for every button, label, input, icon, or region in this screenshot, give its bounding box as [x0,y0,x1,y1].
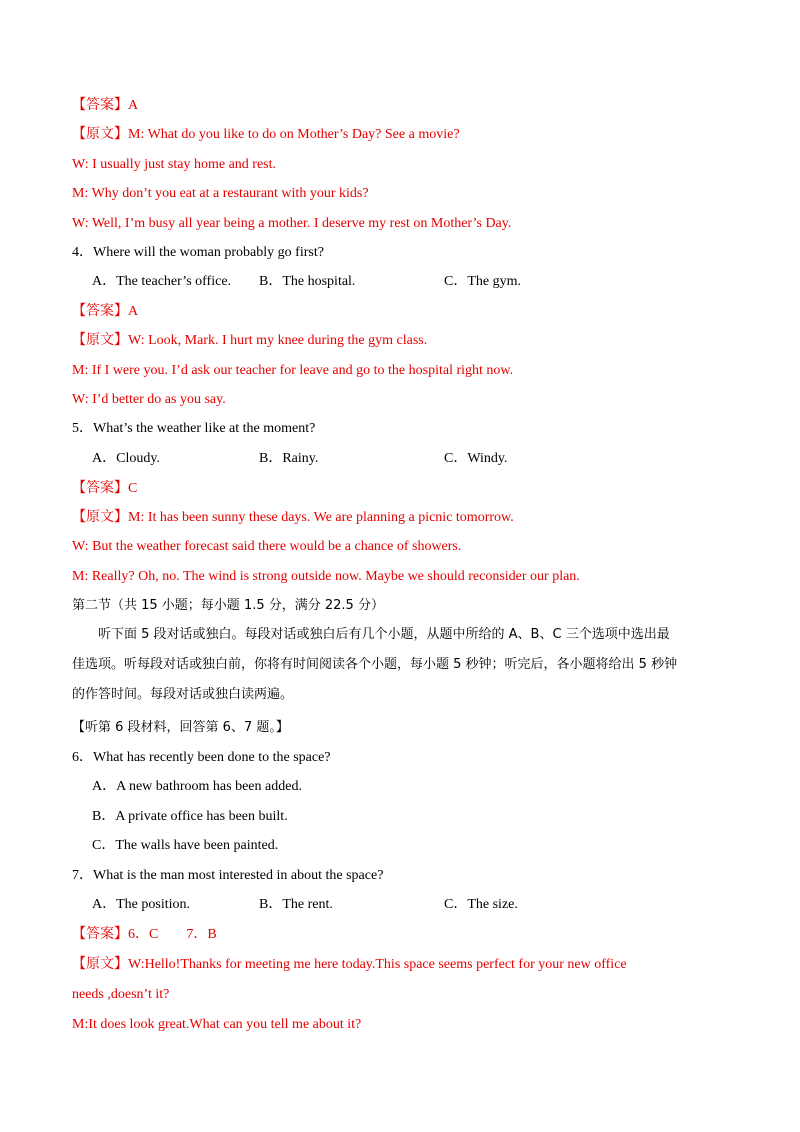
answer-line: 【答案】A [72,304,139,319]
transcript-line: M:It does look great.What can you tell me about it? [72,1017,362,1032]
transcript-line: M: Really? Oh, no. The wind is strong outside now. Maybe we should reconsider our plan. [72,569,580,584]
transcript-line: W: Well, I’m busy all year being a mother. I deserve my rest on Mother’s Day. [72,216,512,231]
transcript-line: 【原文】W:Hello!Thanks for meeting me here today.This space seems perfect for your new office [72,957,627,972]
transcript-line: 【原文】W: Look, Mark. I hurt my knee during the gym class. [72,333,428,348]
transcript-line: 【原文】M: What do you like to do on Mother’s Day? See a movie? [72,127,460,142]
option-a: A．The teacher’s office. [92,274,232,289]
answer-line: 【答案】C [72,481,138,496]
transcript-line: M: If I were you. I’d ask our teacher for leave and go to the hospital right now. [72,363,514,378]
option-c: C．The size. [444,897,518,912]
section-instructions: 听下面 5 段对话或独白。每段对话或独白后有几个小题，从题中所给的 A、B、C 三个选项中选出最佳选项。听每段对话或独白前，你将有时间阅读各个小题，每小题 5 秒钟；听完后，各小题将给出 5 秒钟的作答时间。每段对话或独白读两遍。 [72,627,678,702]
transcript-line: W: I’d better do as you say. [72,392,226,407]
option-a: A．Cloudy. [92,451,160,466]
transcript-line: W: I usually just stay home and rest. [72,157,276,172]
option-b: B．The hospital. [259,274,356,289]
option-b: B．A private office has been built. [92,809,288,824]
answer-line: 【答案】A [72,98,139,113]
option-c: C．Windy. [444,451,508,466]
option-a: A．A new bathroom has been added. [92,779,302,794]
question-5: 5．What’s the weather like at the moment? [72,421,316,436]
transcript-line: needs ,doesn’t it? [72,987,170,1002]
answer-line: 【答案】6．C 7．B [72,927,217,942]
transcript-line: 【原文】M: It has been sunny these days. We are planning a picnic tomorrow. [72,510,514,525]
option-c: C．The walls have been painted. [92,838,279,853]
transcript-line: W: But the weather forecast said there would be a chance of showers. [72,539,462,554]
option-a: A．The position. [92,897,190,912]
listening-prompt: 【听第 6 段材料，回答第 6、7 题。】 [72,720,289,735]
question-7: 7．What is the man most interested in about the space? [72,868,384,883]
question-6: 6．What has recently been done to the space? [72,750,331,765]
option-b: B．The rent. [259,897,333,912]
section-heading: 第二节（共 15 小题；每小题 1.5 分，满分 22.5 分） [72,598,384,613]
option-c: C．The gym. [444,274,521,289]
transcript-line: M: Why don’t you eat at a restaurant with your kids? [72,186,369,201]
question-4: 4．Where will the woman probably go first? [72,245,324,260]
option-b: B．Rainy. [259,451,319,466]
